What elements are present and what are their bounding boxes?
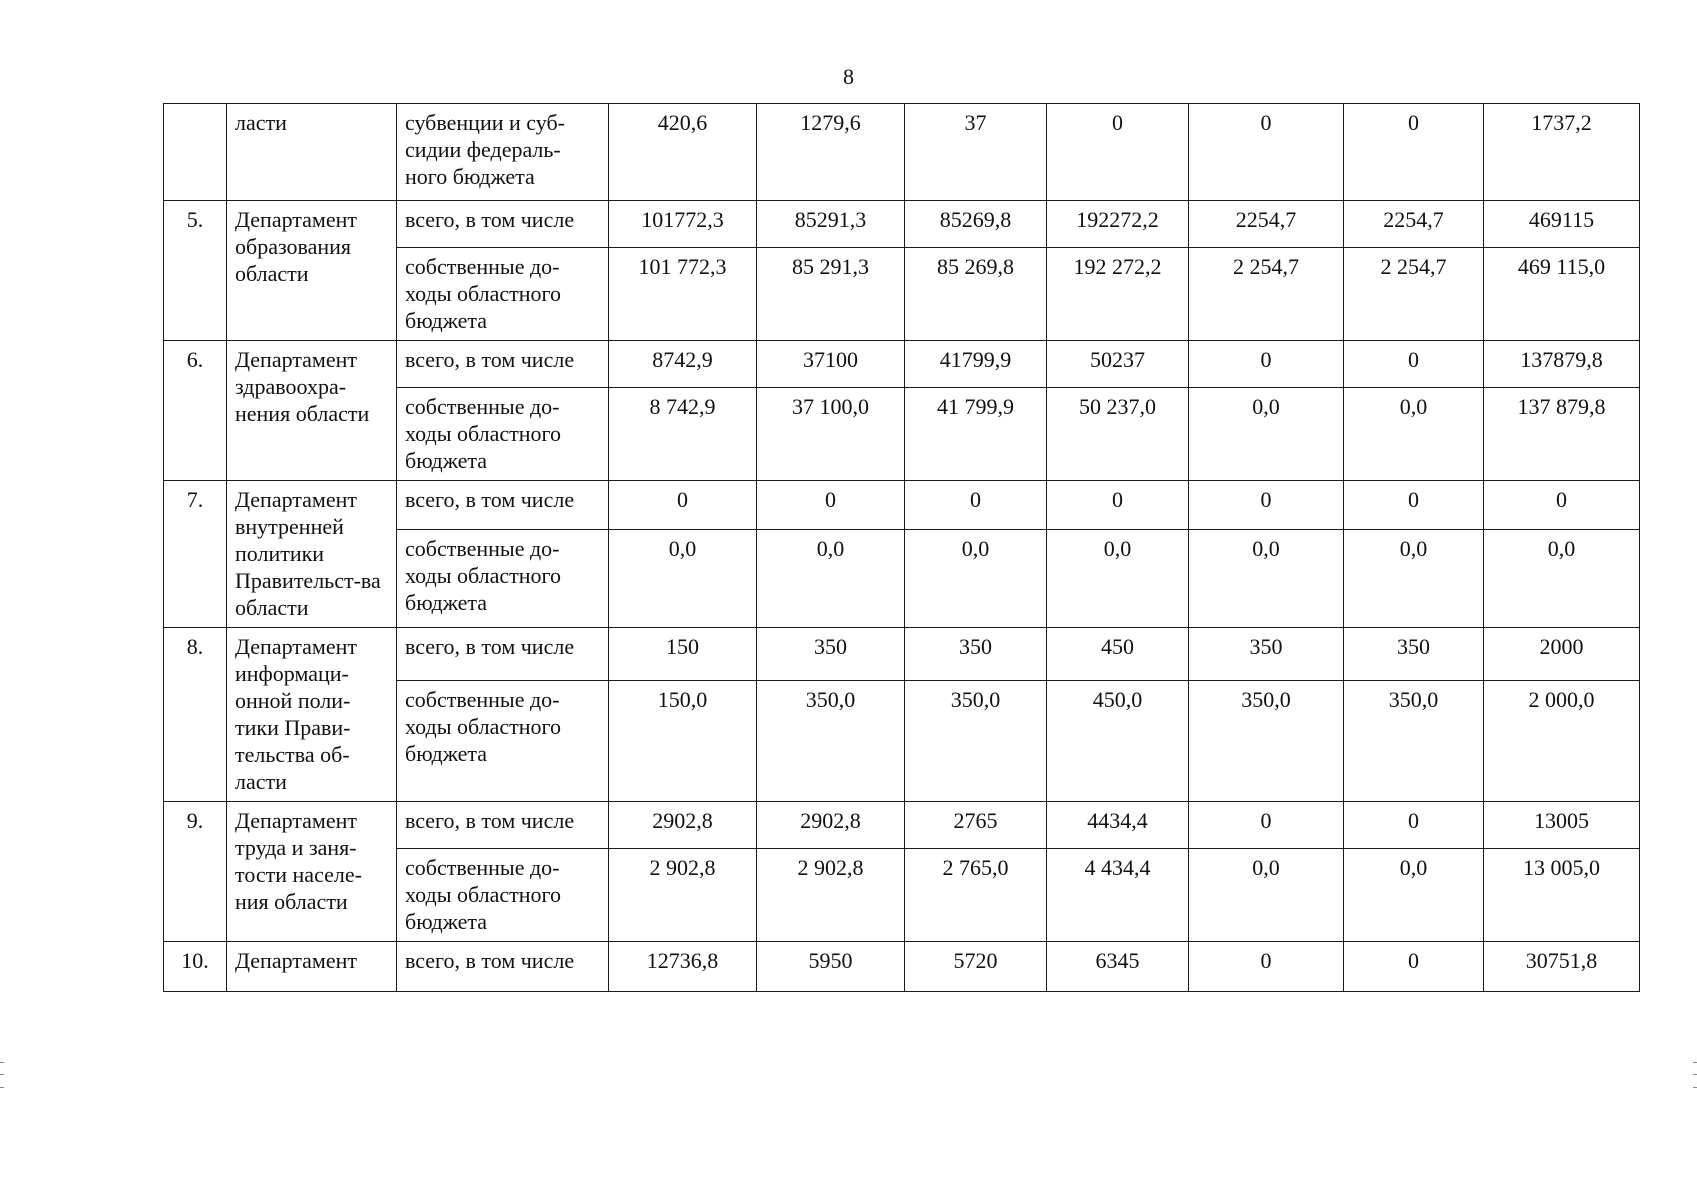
total-value: 469 115,0: [1484, 248, 1640, 341]
year-value-4: 50237: [1047, 341, 1189, 388]
funding-source: всего, в том числе: [397, 628, 609, 681]
year-value-1: 150: [609, 628, 757, 681]
department-name: Департамент: [227, 942, 397, 992]
year-value-2: 5950: [757, 942, 905, 992]
year-value-5: 350: [1189, 628, 1344, 681]
year-value-6: 0,0: [1344, 388, 1484, 481]
funding-source: субвенции и суб-сидии федераль-ного бюджета: [397, 104, 609, 201]
year-value-4: 192 272,2: [1047, 248, 1189, 341]
year-value-3: 37: [905, 104, 1047, 201]
table-row: [164, 341, 1640, 388]
year-value-1: 420,6: [609, 104, 757, 201]
year-value-1: 101772,3: [609, 201, 757, 248]
year-value-6: 0,0: [1344, 530, 1484, 628]
year-value-5: 2 254,7: [1189, 248, 1344, 341]
year-value-2: 2902,8: [757, 802, 905, 849]
total-value: 2000: [1484, 628, 1640, 681]
year-value-1: 2 902,8: [609, 849, 757, 942]
funding-source: собственные до-ходы областного бюджета: [397, 530, 609, 628]
year-value-1: 8 742,9: [609, 388, 757, 481]
year-value-2: 0,0: [757, 530, 905, 628]
table-row: [164, 104, 1640, 201]
year-value-5: 0,0: [1189, 849, 1344, 942]
funding-source: всего, в том числе: [397, 802, 609, 849]
year-value-5: 0,0: [1189, 388, 1344, 481]
total-value: 469115: [1484, 201, 1640, 248]
total-value: 30751,8: [1484, 942, 1640, 992]
year-value-5: 0: [1189, 341, 1344, 388]
funding-source: собственные до-ходы областного бюджета: [397, 849, 609, 942]
year-value-4: 450,0: [1047, 680, 1189, 801]
year-value-6: 350,0: [1344, 680, 1484, 801]
total-value: 1737,2: [1484, 104, 1640, 201]
year-value-3: 85 269,8: [905, 248, 1047, 341]
year-value-3: 2765: [905, 802, 1047, 849]
year-value-4: 4434,4: [1047, 802, 1189, 849]
total-value: 0: [1484, 481, 1640, 530]
left-margin-mark: [0, 1062, 4, 1088]
year-value-6: 2254,7: [1344, 201, 1484, 248]
year-value-4: 0,0: [1047, 530, 1189, 628]
budget-table: [163, 103, 1640, 992]
total-value: 0,0: [1484, 530, 1640, 628]
table-row: [164, 802, 1640, 849]
year-value-6: 0: [1344, 802, 1484, 849]
total-value: 2 000,0: [1484, 680, 1640, 801]
year-value-2: 2 902,8: [757, 849, 905, 942]
funding-source: собственные до-ходы областного бюджета: [397, 248, 609, 341]
funding-source: собственные до-ходы областного бюджета: [397, 680, 609, 801]
table-row: [164, 481, 1640, 530]
total-value: 13005: [1484, 802, 1640, 849]
year-value-2: 0: [757, 481, 905, 530]
row-number: 8.: [164, 628, 227, 802]
row-number: 5.: [164, 201, 227, 341]
department-name: Департамент труда и заня-тости населе-ния области: [227, 802, 397, 942]
year-value-4: 6345: [1047, 942, 1189, 992]
year-value-3: 350,0: [905, 680, 1047, 801]
funding-source: всего, в том числе: [397, 201, 609, 248]
year-value-6: 0: [1344, 341, 1484, 388]
year-value-6: 0: [1344, 481, 1484, 530]
year-value-3: 85269,8: [905, 201, 1047, 248]
row-number: 6.: [164, 341, 227, 481]
year-value-5: 2254,7: [1189, 201, 1344, 248]
year-value-1: 0,0: [609, 530, 757, 628]
year-value-2: 85291,3: [757, 201, 905, 248]
funding-source: собственные до-ходы областного бюджета: [397, 388, 609, 481]
year-value-6: 0: [1344, 104, 1484, 201]
row-number: 9.: [164, 802, 227, 942]
year-value-4: 50 237,0: [1047, 388, 1189, 481]
year-value-3: 2 765,0: [905, 849, 1047, 942]
funding-source: всего, в том числе: [397, 341, 609, 388]
year-value-1: 12736,8: [609, 942, 757, 992]
table-row: [164, 628, 1640, 681]
right-margin-mark: [1693, 1062, 1697, 1088]
year-value-5: 0,0: [1189, 530, 1344, 628]
year-value-4: 0: [1047, 481, 1189, 530]
total-value: 13 005,0: [1484, 849, 1640, 942]
year-value-6: 2 254,7: [1344, 248, 1484, 341]
department-name: Департамент внутренней политики Правительст-ва области: [227, 481, 397, 628]
page-number: 8: [843, 64, 854, 89]
row-number: 7.: [164, 481, 227, 628]
year-value-2: 85 291,3: [757, 248, 905, 341]
department-name: Департамент информаци-онной поли-тики Прави-тельства об-ласти: [227, 628, 397, 802]
year-value-3: 5720: [905, 942, 1047, 992]
year-value-2: 350,0: [757, 680, 905, 801]
year-value-1: 150,0: [609, 680, 757, 801]
year-value-4: 192272,2: [1047, 201, 1189, 248]
year-value-3: 41799,9: [905, 341, 1047, 388]
department-name: Департамент образования области: [227, 201, 397, 341]
table-row: [164, 942, 1640, 992]
year-value-3: 350: [905, 628, 1047, 681]
table-row: [164, 201, 1640, 248]
year-value-5: 0: [1189, 942, 1344, 992]
year-value-1: 101 772,3: [609, 248, 757, 341]
year-value-4: 0: [1047, 104, 1189, 201]
total-value: 137879,8: [1484, 341, 1640, 388]
year-value-3: 41 799,9: [905, 388, 1047, 481]
year-value-1: 0: [609, 481, 757, 530]
year-value-5: 350,0: [1189, 680, 1344, 801]
year-value-2: 1279,6: [757, 104, 905, 201]
funding-source: всего, в том числе: [397, 481, 609, 530]
year-value-5: 0: [1189, 481, 1344, 530]
row-number: [164, 104, 227, 201]
year-value-3: 0: [905, 481, 1047, 530]
total-value: 137 879,8: [1484, 388, 1640, 481]
year-value-5: 0: [1189, 104, 1344, 201]
row-number: 10.: [164, 942, 227, 992]
year-value-6: 0: [1344, 942, 1484, 992]
year-value-2: 350: [757, 628, 905, 681]
year-value-2: 37 100,0: [757, 388, 905, 481]
year-value-5: 0: [1189, 802, 1344, 849]
year-value-1: 2902,8: [609, 802, 757, 849]
year-value-3: 0,0: [905, 530, 1047, 628]
year-value-6: 350: [1344, 628, 1484, 681]
department-name: ласти: [227, 104, 397, 201]
year-value-4: 4 434,4: [1047, 849, 1189, 942]
year-value-1: 8742,9: [609, 341, 757, 388]
year-value-2: 37100: [757, 341, 905, 388]
funding-source: всего, в том числе: [397, 942, 609, 992]
year-value-6: 0,0: [1344, 849, 1484, 942]
department-name: Департамент здравоохра-нения области: [227, 341, 397, 481]
year-value-4: 450: [1047, 628, 1189, 681]
